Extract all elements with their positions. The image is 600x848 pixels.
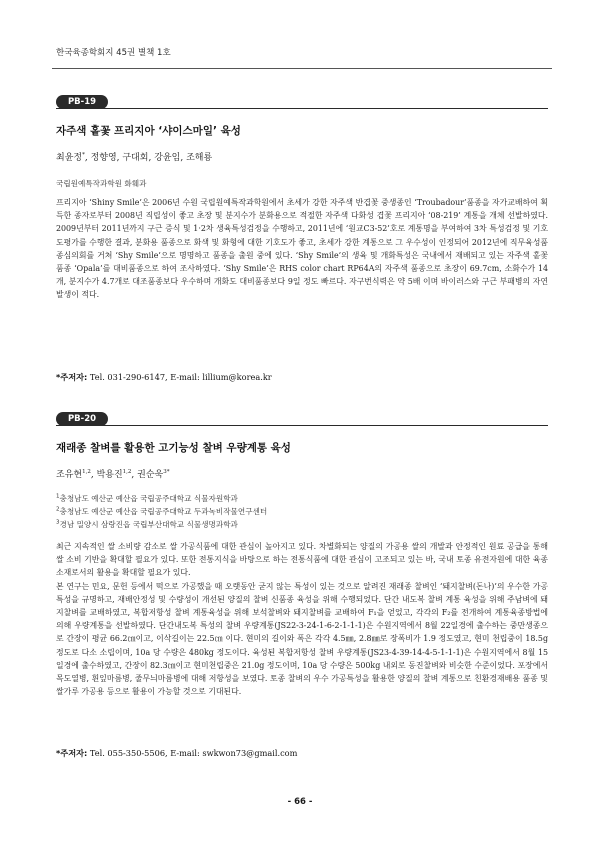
author-mark: 1,2	[82, 469, 91, 475]
author-name: 박용진	[96, 470, 123, 480]
author-mark: 1,2	[122, 469, 132, 475]
abstract-title: 자주색 홑꽃 프리지아 ‘샤이스마일’ 육성	[56, 125, 241, 137]
abstract-body	[56, 196, 548, 302]
contact-label: *주저자:	[56, 372, 88, 382]
author-name: 구대회	[122, 153, 149, 163]
abstract-code-badge: PB-19	[56, 95, 108, 109]
affiliation: 국립원예특작과학원 화훼과	[56, 179, 147, 188]
body-paragraph: 프리지아 ‘Shiny Smile’은 2006년 수원 국립원예특작과학원에서 초세가 강한 자주색 반겹꽃 중생종인 ‘Troubadour’품종을 자가교배하여 획득한 종자로부터 2008년 직립성이 좋고 초장 및 분지수가 분화용으로 적절한 자주색 다화성 겹꽃 프리지아 ‘08-219’ 계통을 개체 선발하였다. 2009년부터 2011년까지 구근 증식 및 1·2차 생육특성검정을 수행하고, 2011년에 ‘원교C3-52’호로 계통명을 부여하여 3차 특성검정 및 기호도평가를 수행한 결과, 분화용 품종으로 화색 및 화형에 대한 기호도가 좋고, 초세가 강한 계통으로 그 우수성이 인정되어 2012년에 직무육성품종심의회를 거쳐 ‘Shy Smile’으로 명명하고 품종을 출원 중에 있다. ‘Shy Smile’의 생육 및 개화특성은 국내에서 재배되고 있는 자주색 홑꽃 품종 ‘Opala’를 대비품종으로 하여 조사하였다. ‘Shy Smile’은 RHS color chart RP64A의 자주색 품종으로 초장이 69.7cm, 소화수가 14개, 분지수가 4.7개로 대조품종보다 우수하며 개화도 대비품종보다 9일 정도 빠르다. 자구번식력은 약 5배 이며 바이러스와 구근 부패병의 자연발생이 적다.	[56, 198, 548, 300]
contact-label: *주저자:	[56, 748, 88, 758]
affiliation: $^1$충청남도 예산군 예산읍 국립공주대학교 식물자원학과	[56, 493, 238, 503]
corresponding-author	[56, 748, 548, 759]
contact-details: Tel. 055-350-5506, E-mail: swkwon73@gmail.com	[89, 748, 298, 758]
section-rule	[56, 425, 548, 426]
author-name: 조해룡	[186, 153, 213, 163]
abstract-code-badge: PB-20	[56, 412, 108, 426]
contact-details: Tel. 031-290-6147, E-mail: lillium@korea.kr	[89, 372, 272, 382]
section-rule	[56, 108, 548, 109]
affiliation-list	[56, 492, 548, 531]
abstract-body	[56, 540, 548, 698]
author-mark: 3*	[163, 469, 170, 475]
corresponding-author	[56, 372, 548, 383]
page-number: - 66 -	[287, 797, 313, 807]
author-mark: *	[82, 152, 85, 158]
author-list: 최윤정*, 정향영, 구대회, 강윤임, 조해룡	[56, 152, 213, 163]
author-name: 강윤임	[154, 153, 181, 163]
author-name: 최윤정	[56, 153, 83, 163]
abstract-title: 재래종 찰벼를 활용한 고기능성 찰벼 우량계통 육성	[56, 442, 291, 454]
author-name: 권순욱	[137, 470, 164, 480]
affiliation: $^2$충청남도 예산군 예산읍 국립공주대학교 두과녹비작물연구센터	[56, 506, 268, 516]
author-list: 조유현$^{1,2}$, 박용진$^{1,2}$, 권순욱$^{3*}$	[56, 469, 170, 480]
body-paragraph: 최근 지속적인 쌀 소비량 감소로 쌀 가공식품에 대한 관심이 높아지고 있다. 차별화되는 양질의 가공용 쌀의 개발과 안정적인 원료 공급을 통해 쌀 소비 기반을 확대할 필요가 있다. 또한 전통지식을 바탕으로 하는 전통식품에 대한 관심이 고조되고 있는 바, 국내 토종 유전자원에 대한 육종 소재로서의 활용을 확대할 필요가 있다.	[56, 542, 548, 578]
affiliation-list	[56, 177, 548, 190]
affiliation: $^3$경남 밀양시 삼랑진읍 국립부산대학교 식물생명과학과	[56, 519, 238, 529]
author-name: 조유현	[56, 470, 83, 480]
body-paragraph: 본 연구는 민요, 문헌 등에서 떡으로 가공했을 때 오랫동안 굳지 않는 특성이 있는 것으로 알려진 재래종 찰벼인 ‘돼지찰벼(돈나)’의 우수한 가공특성을 규명하고, 재배안정성 및 수량성이 개선된 양질의 찰벼 신품종 육성을 위해 수행되었다. 단간 내도복 찰벼 계통 육성을 위해 주남벼에 돼지찰벼를 교배하였고, 복합저항성 찰벼 계통육성을 위해 보석찰벼와 돼지찰벼를 교배하여 F₁을 얻었고, 각각의 F₂를 전개하여 계통육종방법에 의해 우량계통을 선발하였다. 단간내도복 특성의 찰벼 우량계통(JS22-3-24-1-6-2-1-1-1)은 수원지역에서 8월 22일경에 출수하는 중만생종으로 간장이 평균 66.2㎝이고, 이삭길이는 22.5㎝ 이다. 현미의 길이와 폭은 각각 4.5㎜, 2.8㎜로 장폭비가 1.9 정도였고, 현미 천립중이 18.5g 정도로 다소 소립이며, 10a 당 수량은 480kg 정도이다. 육성된 복합저항성 찰벼 우량계통(JS23-4-39-14-4-5-1-1-1)은 수원지역에서 8월 15일경에 출수하였고, 간장이 82.3㎝이고 현미천립중은 21.0g 정도이며, 10a 당 수량은 500kg 내외로 동진찰벼와 비슷한 수준이었다. 포장에서 목도열병, 흰잎마름병, 줄무늬마름병에 대해 저항성을 보였다. 토종 찰벼의 우수 가공특성을 활용한 양질의 찰벼 계통으로 친환경재배용 품종 및 쌀가루 가공용 등으로 활용이 가능할 것으로 기대된다.	[56, 581, 548, 697]
journal-header: 한국육종학회지 45권 별책 1호	[56, 48, 171, 58]
author-name: 정향영	[90, 153, 117, 163]
header-rule	[52, 68, 552, 69]
